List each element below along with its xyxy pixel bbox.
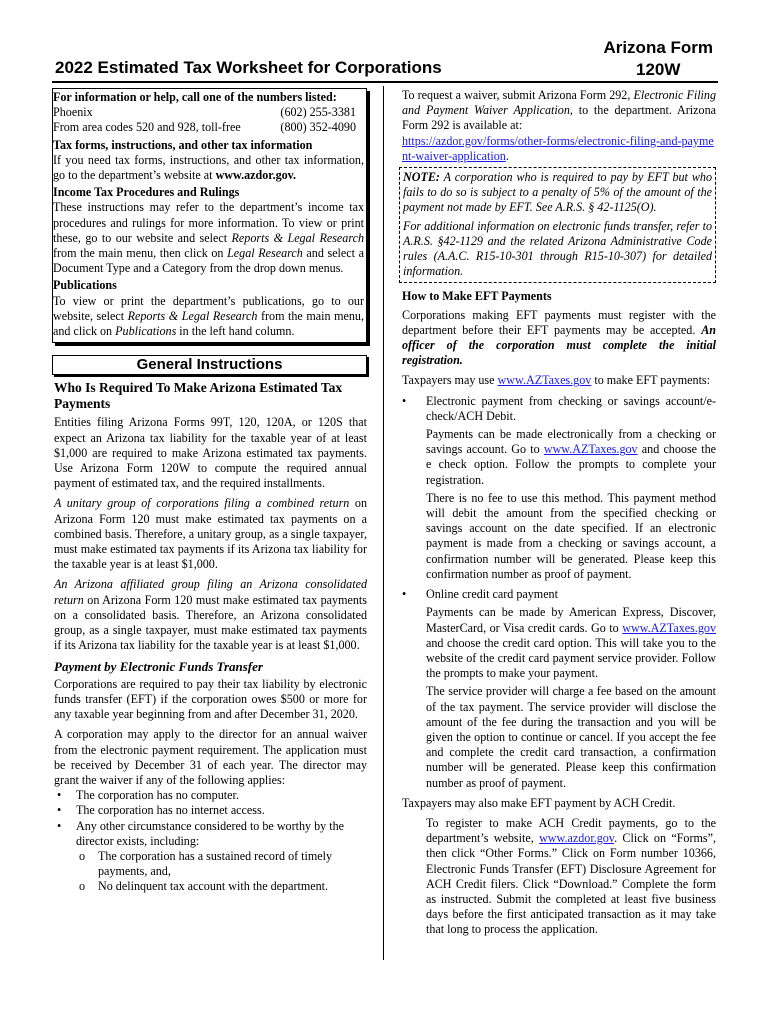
unitary-group-italic: A unitary group of corporations filing a combined return (54, 496, 350, 511)
affiliated-group-text: on Arizona Form 120 must make estimated tax payments on a consolidated basis. Therefore, an Arizona consolidated group, as a single taxpayer, must make estimated tax payments if its Arizona tax liability for the taxable year is at least $1,000. (54, 592, 367, 653)
waiver-link-period: . (505, 148, 509, 163)
general-instructions-banner: General Instructions (52, 355, 367, 375)
credit-card-details (402, 605, 716, 790)
phone-label: Phoenix (53, 105, 93, 120)
publications-text-3: in the left hand column. (176, 324, 295, 339)
note-paragraph (403, 170, 712, 216)
waiver-text-2: , to the department. Arizona Form 292 is available at: (402, 103, 717, 133)
waiver-sub-list (76, 849, 367, 895)
aztaxes-link[interactable]: www.AZTaxes.gov (497, 373, 592, 388)
who-required-paragraph: Entities filing Arizona Forms 99T, 120, 120A, or 120S that expect an Arizona tax liability for the taxable year of at least $1,000 are required to make Arizona estimated tax payments. Use Arizona Form 120W to compute the required annual payment of estimated tax, and the required installments. (54, 415, 367, 491)
affiliated-group-paragraph (54, 577, 367, 653)
note-label: NOTE: (403, 170, 440, 185)
form-code: 120W (636, 60, 681, 79)
worksheet-title: 2022 Estimated Tax Worksheet for Corporations (55, 58, 442, 77)
left-column (54, 88, 367, 895)
eft-heading: Payment by Electronic Funds Transfer (54, 658, 263, 674)
publications-text (53, 294, 364, 340)
form-number (603, 37, 713, 81)
form-label: Arizona Form (603, 38, 713, 57)
unitary-group-text: on Arizona Form 120 must make estimated tax payments on a combined basis. Therefore, a unitary group, as a single taxpayer, must make estimated tax payments if its Arizona tax liability for the taxable year is at least $1,000. (54, 496, 368, 572)
waiver-link-line (402, 134, 716, 164)
phone-number: (800) 352-4090 (280, 120, 356, 135)
note-paragraph-2: For additional information on electronic funds transfer, refer to A.R.S. §42-1129 and the related Arizona Administrative Code rules (A.A.C. R15-10-301 through R15-10-307) for detailed information. (403, 218, 712, 279)
waiver-text-1: To request a waiver, submit Arizona Form 292, (402, 88, 634, 102)
ach-credit-details (402, 816, 716, 938)
forms-website: www.azdor.gov. (215, 168, 297, 183)
aztaxes-paragraph (402, 373, 716, 388)
credit-card-title: Online credit card payment (426, 587, 558, 602)
publications-text-2: from the main menu, and click on (53, 308, 364, 339)
credit-card-paragraph-2: The service provider will charge a fee based on the amount of the tax payment. The service provider will disclose the amount of the fee during the transaction and you will be given the option to continue or cancel. If you accept the fee and complete the credit card transaction, a confirmation number will be generated. Please keep this confirmation number as proof of payment. (426, 684, 716, 790)
bullet-icon: • (402, 393, 407, 408)
echeck-aztaxes-link[interactable]: www.AZTaxes.gov (543, 442, 638, 457)
header-rule (52, 81, 718, 83)
how-to-heading: How to Make EFT Payments (402, 289, 552, 304)
registration-text: Corporations making EFT payments must register with the department before their EFT payments may be accepted. (402, 307, 716, 337)
who-required-heading: Who Is Required To Make Arizona Estimated Tax Payments (54, 380, 343, 412)
phone-row (53, 120, 364, 135)
procedures-italic-2: Legal Research (227, 246, 303, 261)
column-divider (383, 86, 384, 960)
aztaxes-text-2: to make EFT payments: (591, 373, 710, 388)
eft-requirement-paragraph: Corporations are required to pay their tax liability by electronic funds transfer (EFT) if the corporation owes $500 or more for any taxable year beginning from and after December 31, 2020. (54, 676, 367, 722)
registration-emphasis: An officer of the corporation must complete the initial registration. (402, 322, 716, 368)
list-item: o The corporation has a sustained record of timely payments, and, (76, 849, 367, 879)
eft-waiver-paragraph: A corporation may apply to the director for an annual waiver from the electronic payment requirement. The application must be received by December 31 of each year. The director may grant the waiver if any of the following applies: (54, 727, 367, 787)
info-heading: For information or help, call one of the numbers listed: (53, 90, 337, 104)
echeck-title: Electronic payment from checking or savings account/e-check/ACH Debit. (426, 393, 716, 423)
ach-text-1: To register to make ACH Credit payments, go to the department’s website, (426, 815, 716, 846)
list-item: • The corporation has no computer. (54, 788, 367, 803)
ach-text-2: . Click on “Forms”, then click “Other Forms.” Click on Form number 10366, Electronic Funds Transfer (EFT) Disclosure Agreement for ACH Credit filers. Click “Download.” Complete the form as instructed. Submit the completed at least five business days before the first anticipated transaction as it may take that long to process the application. (426, 831, 717, 937)
right-column (402, 88, 716, 938)
bullet-icon: • (402, 587, 407, 602)
echeck-paragraph-1 (426, 427, 716, 488)
waiver-request-paragraph (402, 88, 716, 134)
echeck-text-1: Payments can be made electronically from a checking or savings account. Go to (426, 427, 716, 457)
credit-card-aztaxes-link[interactable]: www.AZTaxes.gov (622, 620, 716, 635)
registration-paragraph (402, 308, 716, 369)
ach-credit-paragraph: Taxpayers may also make EFT payment by ACH Credit. (402, 795, 676, 810)
procedures-text-3: and select a Document Type and a Category from the drop down menus. (53, 246, 364, 276)
waiver-link[interactable]: https://azdor.gov/forms/other-forms/electronic-filing-and-payment-waiver-application (402, 133, 714, 163)
echeck-details (402, 427, 716, 582)
waiver-conditions-list (54, 788, 367, 849)
list-item: • The corporation has no internet access. (54, 803, 367, 818)
list-item (402, 587, 716, 602)
procedures-text-2: from the main menu, then click on (53, 246, 228, 261)
eft-note-box (399, 167, 716, 283)
info-box (52, 88, 367, 343)
credit-card-paragraph-1 (426, 605, 716, 681)
forms-heading: Tax forms, instructions, and other tax information (53, 137, 313, 152)
note-text: A corporation who is required to pay by EFT but who fails to do so is subject to a penalty of 5% of the amount of the payment not made by EFT. See A.R.S. § 42-1125(O). (403, 170, 712, 215)
publications-text-1: To view or print the department’s publications, go to our website, select (53, 293, 364, 323)
publications-italic-1: Reports & Legal Research (127, 308, 258, 323)
azdor-link[interactable]: www.azdor.gov (539, 831, 615, 846)
procedures-italic-1: Reports & Legal Research (231, 230, 365, 245)
procedures-text (53, 200, 364, 276)
credit-card-text-1: Payments can be made by American Express, Discover, MasterCard, or Visa credit cards. Go to (426, 605, 716, 635)
unitary-group-paragraph (54, 496, 367, 572)
ach-register-paragraph (426, 816, 716, 938)
echeck-text-2: and choose the e check option. Follow the prompts to complete your registration. (426, 442, 716, 487)
phone-row (53, 105, 364, 120)
aztaxes-text-1: Taxpayers may use (402, 373, 498, 388)
waiver-form-name: Electronic Filing and Payment Waiver Application (402, 88, 717, 118)
phone-label: From area codes 520 and 928, toll-free (53, 120, 241, 135)
list-item: • Any other circumstance considered to be worthy by the director exists, including: (54, 819, 367, 849)
publications-heading: Publications (53, 278, 117, 293)
list-item: o No delinquent tax account with the department. (76, 879, 367, 894)
phone-number: (602) 255-3381 (280, 105, 356, 120)
credit-card-text-2: and choose the credit card option. This will take you to the website of the credit card payment service provider. Follow the prompts to make your payment. (426, 635, 716, 681)
forms-text (53, 153, 364, 183)
affiliated-group-italic: An Arizona affiliated group filing an Arizona consolidated return (54, 577, 367, 607)
procedures-text-1: These instructions may refer to the department’s income tax procedures and rulings for more information. To view or print these, go to our website and select (53, 200, 364, 245)
echeck-paragraph-2: There is no fee to use this method. This payment method will debit the amount from the specified checking or savings account on the date specified. If an electronic payment is made from a checking or savings account, a confirmation number will be generated. Please keep this confirmation number as proof of payment. (426, 490, 716, 581)
forms-text-body: If you need tax forms, instructions, and other tax information, go to the department’s website at (53, 152, 364, 183)
publications-italic-2: Publications (115, 324, 177, 339)
list-item (402, 394, 716, 424)
procedures-heading: Income Tax Procedures and Rulings (53, 185, 240, 200)
